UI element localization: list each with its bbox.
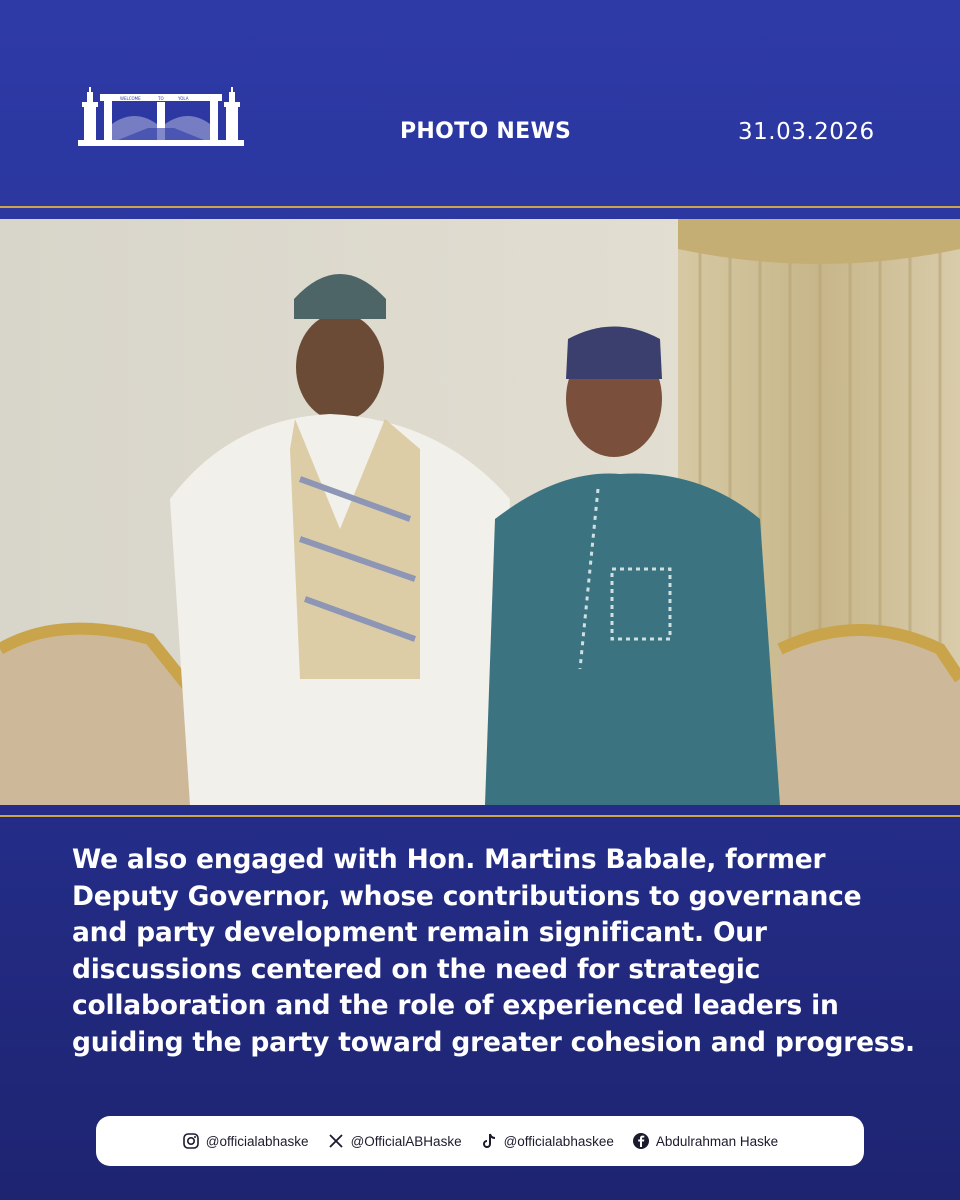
post-date: 31.03.2026 (738, 119, 875, 145)
instagram-icon (182, 1132, 200, 1150)
social-bar (96, 1116, 864, 1166)
svg-text:YOLA: YOLA (178, 96, 189, 101)
news-caption: We also engaged with Hon. Martins Babale, former Deputy Governor, whose contributions to governance and party development remain significant. Our discussions centered on the need for strategic collaboration and the role of experienced leaders in guiding the party toward greater cohesion and progress. (72, 844, 915, 1058)
social-instagram[interactable] (182, 1132, 309, 1150)
facebook-icon (632, 1132, 650, 1150)
x-icon (327, 1132, 345, 1150)
news-photo (0, 219, 960, 805)
social-handle: Abdulrahman Haske (655, 1133, 779, 1149)
page-title: PHOTO NEWS (400, 119, 572, 144)
social-tiktok[interactable] (480, 1132, 614, 1150)
social-handle: @officialabhaske (205, 1133, 309, 1149)
social-facebook[interactable] (632, 1132, 778, 1150)
top-divider (0, 206, 960, 208)
bottom-divider (0, 815, 960, 817)
photo-illustration (0, 219, 960, 805)
svg-text:WELCOME: WELCOME (120, 96, 141, 101)
social-x[interactable] (327, 1132, 462, 1150)
tiktok-icon (480, 1132, 498, 1150)
yola-gate-logo (78, 84, 244, 150)
social-handle: @officialabhaskee (503, 1133, 614, 1149)
social-handle: @OfficialABHaske (350, 1133, 462, 1149)
svg-text:TO: TO (158, 96, 164, 101)
header (0, 0, 960, 206)
